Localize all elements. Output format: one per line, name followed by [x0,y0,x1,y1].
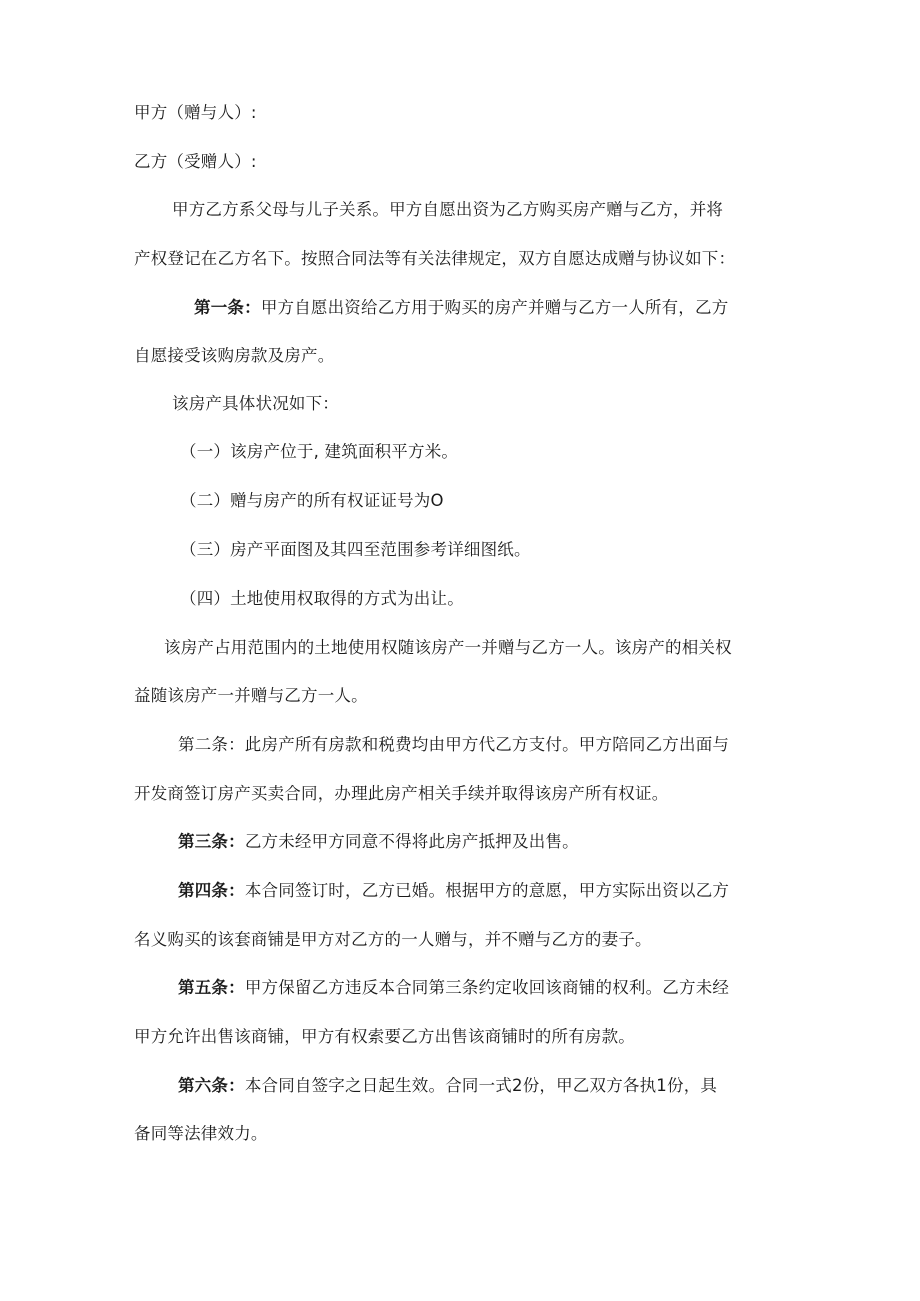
article-6-label: 第六条： [178,1076,245,1095]
land-line-2: 益随该房产一并赠与乙方一人。 [134,686,368,705]
property-item-1: （一）该房产位于, 建筑面积平方米。 [180,442,459,461]
property-item-2: （二）赠与房产的所有权证证号为O [180,491,444,510]
article-2-line-2: 开发商签订房产买卖合同，办理此房产相关手续并取得该房产所有权证。 [134,784,669,803]
article-4-line-1 [178,880,729,902]
article-5-text: 甲方保留乙方违反本合同第三条约定收回该商铺的权利。乙方未经 [244,978,730,997]
property-heading: 该房产具体状况如下： [172,394,339,413]
party-a-line: 甲方（赠与人）: [134,103,257,122]
article-4-label: 第四条： [178,881,245,900]
intro-line-1: 甲方乙方系父母与儿子关系。甲方自愿出资为乙方购买房产赠与乙方，并将 [172,200,724,219]
article-5-label: 第五条： [178,978,245,997]
article-1-line-2: 自愿接受该购房款及房产。 [134,346,335,365]
article-1-line-1 [194,297,728,319]
property-item-3: （三）房产平面图及其四至范围参考详细图纸。 [180,540,531,559]
article-6-line-1 [178,1075,717,1097]
article-4-line-2: 名义购买的该套商铺是甲方对乙方的一人赠与，并不赠与乙方的妻子。 [134,930,652,949]
article-3-label: 第三条： [178,832,245,851]
land-line-1: 该房产占用范围内的土地使用权随该房产一并赠与乙方一人。该房产的相关权 [164,638,732,657]
article-1-label: 第一条： [194,298,261,317]
article-4-text: 本合同签订时，乙方已婚。根据甲方的意愿，甲方实际出资以乙方 [244,881,730,900]
article-5-line-1 [178,977,729,999]
party-b-line: 乙方（受赠人）: [134,152,257,171]
article-2-line-1: 第二条：此房产所有房款和税费均由甲方代乙方支付。甲方陪同乙方出面与 [178,735,730,754]
property-item-4: （四）土地使用权取得的方式为出让。 [180,589,464,608]
intro-line-2: 产权登记在乙方名下。按照合同法等有关法律规定，双方自愿达成赠与协议如下： [134,249,736,268]
article-5-line-2: 甲方允许出售该商铺，甲方有权索要乙方出售该商铺时的所有房款。 [134,1027,635,1046]
article-6-line-2: 备同等法律效力。 [134,1124,268,1143]
article-3-line-1 [178,831,579,853]
article-1-text: 甲方自愿出资给乙方用于购买的房产并赠与乙方一人所有，乙方 [260,298,729,317]
article-3-text: 乙方未经甲方同意不得将此房产抵押及出售。 [244,832,579,851]
article-6-text: 本合同自签字之日起生效。合同一式2份，甲乙双方各执1份，具 [244,1076,718,1095]
